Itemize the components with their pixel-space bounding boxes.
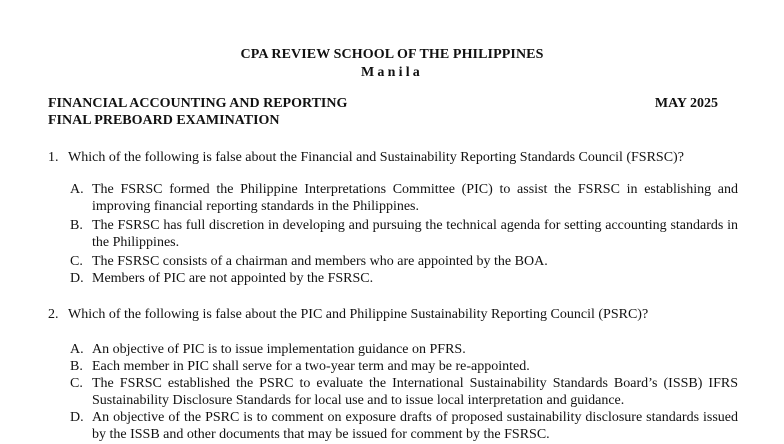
exam-date: MAY 2025 bbox=[654, 96, 718, 111]
exam-title: FINAL PREBOARD EXAMINATION bbox=[48, 113, 280, 128]
option-letter: D. bbox=[70, 410, 84, 425]
question-text: Which of the following is false about the Financial and Sustainability Reporting Standards Council (FSRSC)? bbox=[68, 150, 684, 165]
option-text: The FSRSC established the PSRC to evaluate the International Sustainability Standards Board’s (ISSB) IFRS Sustainability Disclosure Standards for local use and to issue local interpretation and guidance. bbox=[92, 376, 738, 408]
option-text: Members of PIC are not appointed by the FSRSC. bbox=[92, 271, 374, 286]
option-letter: A. bbox=[70, 342, 84, 357]
option-text: The FSRSC consists of a chairman and members who are appointed by the BOA. bbox=[92, 254, 548, 269]
option-letter: D. bbox=[70, 271, 84, 286]
option-text: An objective of PIC is to issue implementation guidance on PFRS. bbox=[92, 342, 466, 357]
option-letter: C. bbox=[70, 376, 83, 391]
question-text: Which of the following is false about the PIC and Philippine Sustainability Reporting Council (PSRC)? bbox=[68, 307, 649, 322]
option-text: The FSRSC formed the Philippine Interpretations Committee (PIC) to assist the FSRSC in establishing and improving financial reporting standards in the Philippines. bbox=[92, 182, 738, 214]
question-number: 2. bbox=[48, 307, 59, 322]
option-letter: A. bbox=[70, 182, 84, 197]
option-text: The FSRSC has full discretion in developing and pursuing the technical agenda for setting accounting standards in the Philippines. bbox=[92, 218, 738, 250]
question-number: 1. bbox=[48, 150, 59, 165]
option-letter: C. bbox=[70, 254, 83, 269]
option-text: Each member in PIC shall serve for a two-year term and may be re-appointed. bbox=[92, 359, 530, 374]
subject-title: FINANCIAL ACCOUNTING AND REPORTING bbox=[48, 96, 348, 111]
option-text: An objective of the PSRC is to comment on exposure drafts of proposed sustainability disclosure standards issued by the ISSB and other documents that may be issued for comment by the FSRSC. bbox=[92, 410, 738, 442]
school-name: CPA REVIEW SCHOOL OF THE PHILIPPINES bbox=[240, 47, 544, 62]
option-letter: B. bbox=[70, 359, 83, 374]
school-city: Manila bbox=[361, 65, 423, 80]
option-letter: B. bbox=[70, 218, 83, 233]
